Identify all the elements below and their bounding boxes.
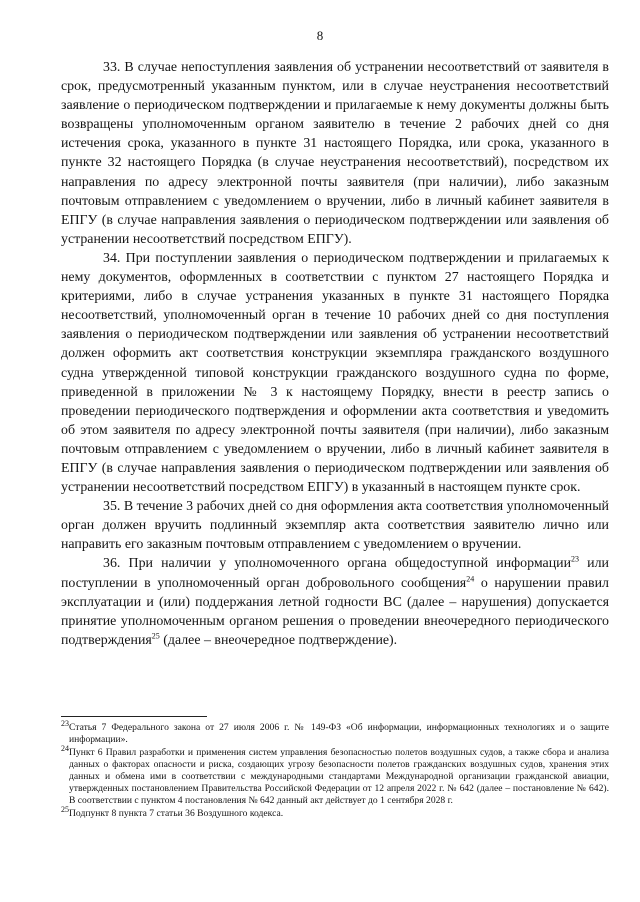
- footnote-25: [61, 804, 609, 820]
- footnote-text: Пункт 6 Правил разработки и применения систем управления безопасностью полетов воздушных судов, а также сбора и анализа данных о факторах опасности и риска, создающих угрозу безопасности полетов гражданских воздушных судов, хранения этих данных и обмена ими в соответствии с международными стандартами Международной организации гражданской авиации, утвержденных постановлением Правительства Российской Федерации от 12 апреля 2022 г. № 642 (далее – постановление № 642). В соответствии с пунктом 4 постановления № 642 данный акт действует до 1 сентября 2028 г.: [69, 747, 609, 806]
- paragraph-36-text: или поступлении в уполномоченный орган добровольного сообщения: [61, 556, 609, 591]
- footnote-mark: 24: [61, 743, 69, 753]
- page-number: 8: [316, 28, 324, 43]
- footnote-mark: 23: [61, 718, 69, 728]
- paragraph-35: 35. В течение 3 рабочих дней со дня оформления акта соответствия уполномоченный орган должен вручить подлинный экземпляр акта соответствия заявителю лично или направить его заказным почтовым отправлением с уведомлением о вручении.: [61, 499, 609, 553]
- footnote-ref-24[interactable]: 24: [466, 573, 475, 583]
- paragraph-36-text: о нарушении правил эксплуатации и (или) поддержания летной годности ВС (далее – нарушения) допускается принятие уполномоченным органом решения о проведении внеочередного периодического подтверждения: [61, 575, 609, 648]
- paragraph-36-text: 36. При наличии у уполномоченного органа общедоступной информации: [103, 556, 572, 572]
- footnote-24: [61, 743, 609, 807]
- footnotes: [61, 718, 609, 821]
- footnote-ref-23[interactable]: 23: [571, 554, 580, 564]
- paragraph-36-text: (далее – внеочередное подтверждение).: [159, 632, 398, 648]
- paragraph-36: [61, 554, 609, 649]
- footnote-ref-25[interactable]: 25: [151, 631, 160, 641]
- footnote-23: [61, 718, 609, 746]
- footnote-divider: [61, 716, 207, 717]
- paragraph-34: 34. При поступлении заявления о периодическом подтверждении и прилагаемых к нему документов, оформленных в соответствии с пунктом 27 настоящего Порядка и критериями, либо в случае устранения указанных в пункте 31 настоящего Порядка несоответствий, уполномоченный орган в течение 10 рабочих дней со дня поступления заявления о периодическом подтверждении или заявления об устранении несоответствий должен оформить акт соответствия конструкции экземпляра гражданского воздушного судна утвержденной типовой конструкции гражданского воздушного судна по форме, приведенной в приложении № 3 к настоящему Порядку, внести в реестр запись о проведении периодического подтверждения и оформлении акта соответствия и уведомить об этом заявителя по адресу электронной почты заявителя (при наличии), либо заказным почтовым отправлением с уведомлением о вручении, либо в личный кабинет заявителя в ЕПГУ (в случае направления заявления о периодическом подтверждении или заявления об устранении несоответствий посредством ЕПГУ) в указанный в настоящем пункте срок.: [61, 250, 609, 496]
- footnote-mark: 25: [61, 804, 69, 814]
- document-body: [61, 58, 609, 650]
- paragraph-33: 33. В случае непоступления заявления об устранении несоответствий от заявителя в срок, предусмотренный указанным пунктом, или в случае неустранения несоответствий заявление о периодическом подтверждении и прилагаемые к нему документы должны быть возвращены уполномоченным органом заявителю в течение 2 рабочих дней со дня истечения срока, указанного в пункте 31 настоящего Порядка, или срока, указанного в пункте 32 настоящего Порядка (в случае неустранения несоответствий), посредством их направления по адресу электронной почты заявителя (при наличии), либо заказным почтовым отправлением с уведомлением о вручении, либо в личный кабинет заявителя в ЕПГУ (в случае направления заявления о периодическом подтверждении или заявления об устранении несоответствий посредством ЕПГУ).: [61, 60, 609, 247]
- footnote-text: Статья 7 Федерального закона от 27 июля 2006 г. № 149-ФЗ «Об информации, информационных технологиях и о защите информации».: [69, 722, 609, 745]
- footnote-text: Подпункт 8 пункта 7 статьи 36 Воздушного кодекса.: [69, 808, 284, 819]
